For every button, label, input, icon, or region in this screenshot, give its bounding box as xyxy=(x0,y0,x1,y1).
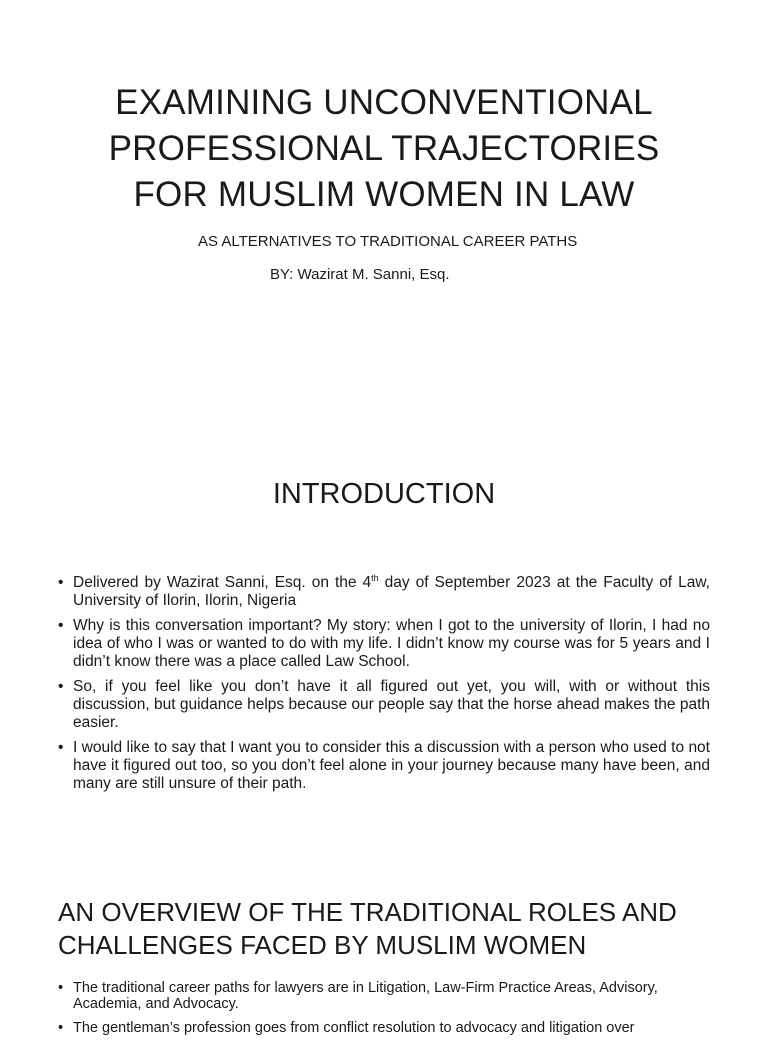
overview-slide xyxy=(0,860,768,1036)
title-slide xyxy=(0,0,768,440)
bullet-text: Delivered by Wazirat Sanni, Esq. on the 4 xyxy=(73,574,372,591)
overview-heading xyxy=(58,896,738,962)
list-item: • So, if you feel like you don’t have it all figured out yet, you will, with or without this discussion, but guidance helps because our people say that the horse ahead makes the path easier. xyxy=(58,678,710,732)
slide-title xyxy=(60,80,708,218)
list-item xyxy=(58,574,710,610)
overview-heading-line-1: AN OVERVIEW OF THE TRADITIONAL ROLES AND xyxy=(58,897,677,927)
author-byline: BY: Wazirat M. Sanni, Esq. xyxy=(270,266,450,283)
list-item: • I would like to say that I want you to consider this a discussion with a person who used to not have it figured out too, so you don’t feel alone in your journey because many have been, and many are still unsure of their path. xyxy=(58,739,710,793)
overview-heading-line-2: CHALLENGES FACED BY MUSLIM WOMEN xyxy=(58,930,587,960)
overview-bullets xyxy=(58,980,710,1044)
introduction-heading: INTRODUCTION xyxy=(272,478,496,510)
list-item: • Why is this conversation important? My story: when I got to the university of Ilorin, I had no idea of who I was or wanted to do with my life. I didn’t know my course was for 5 years and I didn’t know there was a place called Law School. xyxy=(58,617,710,671)
slide-subtitle: AS ALTERNATIVES TO TRADITIONAL CAREER PATHS xyxy=(198,233,578,250)
title-line-3: FOR MUSLIM WOMEN IN LAW xyxy=(133,175,635,214)
list-item: • The gentleman’s profession goes from conflict resolution to advocacy and litigation over xyxy=(58,1020,710,1036)
introduction-slide xyxy=(0,440,768,860)
title-line-2: PROFESSIONAL TRAJECTORIES xyxy=(108,129,660,168)
list-item: • The traditional career paths for lawyers are in Litigation, Law-Firm Practice Areas, Advisory, Academia, and Advocacy. xyxy=(58,980,710,1012)
introduction-bullets xyxy=(58,574,710,800)
ordinal-suffix: th xyxy=(371,572,379,583)
title-line-1: EXAMINING UNCONVENTIONAL xyxy=(115,83,653,122)
bullet-text: day of September 2023 at the Faculty of Law, University of Ilorin, Ilorin, Nigeria xyxy=(73,574,710,609)
